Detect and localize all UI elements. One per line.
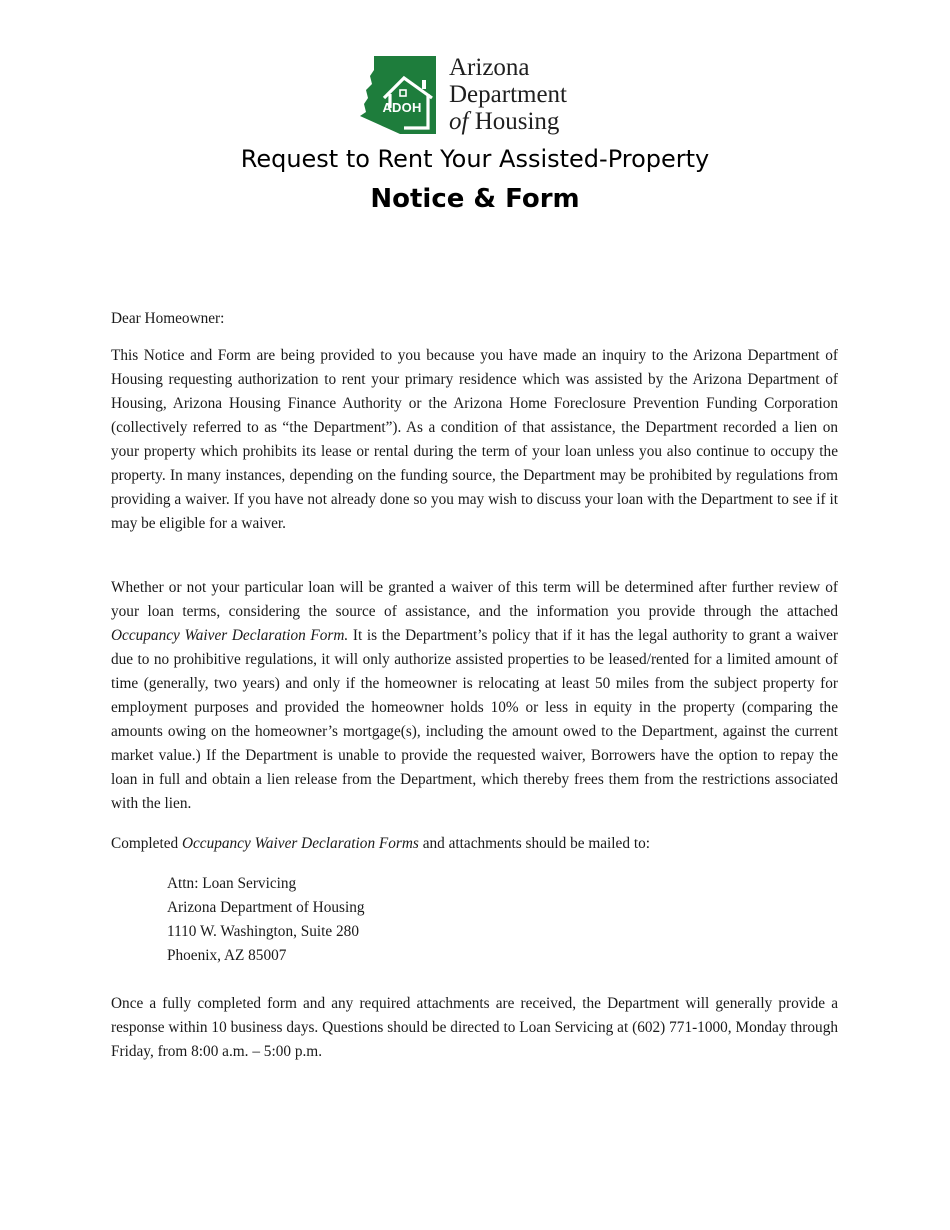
greeting: Dear Homeowner:	[111, 310, 225, 327]
address-line: 1110 W. Washington, Suite 280	[167, 923, 359, 940]
form-name-reference: Occupancy Waiver Declaration Forms	[181, 835, 419, 852]
address-line: Attn: Loan Servicing	[167, 875, 297, 892]
mailing-address	[167, 872, 365, 968]
paragraph-waiver-policy: Whether or not your particular loan will be granted a waiver of this term will be determined after further review of your loan terms, considering the source of assistance, and the information you provide through the attached Occupancy Waiver Declaration Form. It is the Department’s policy that if it has the legal authority to grant a waiver due to no prohibitive regulations, it will only authorize assisted properties to be leased/rented for a limited amount of time (generally, two years) and only if the homeowner is relocating at least 50 miles from the subject property for employment purposes and provided the homeowner holds 10% or less in equity in the property (comparing the amounts owing on the homeowner’s mortgage(s), including the amount owed to the Department, against the current market value.) If the Department is unable to provide the requested waiver, Borrowers have the option to repay the loan in full and obtain a lien release from the Department, which thereby frees them from the restrictions associated with the lien.	[111, 579, 838, 812]
arizona-state-house-icon	[360, 54, 440, 138]
logo-wordmark	[449, 54, 567, 135]
logo-line-department: Department	[449, 81, 568, 108]
document-subtitle: Request to Rent Your Assisted-Property	[240, 145, 710, 173]
paragraph-response-contact: Once a fully completed form and any required attachments are received, the Department will generally provide a response within 10 business days. Questions should be directed to Loan Servicing at (602) 771-1000, Monday through Friday, from 8:00 a.m. – 5:00 p.m.	[111, 995, 838, 1060]
address-line: Arizona Department of Housing	[167, 899, 365, 916]
logo-line-arizona: Arizona	[449, 54, 530, 81]
paragraph-mailing-instructions: Completed Occupancy Waiver Declaration Forms and attachments should be mailed to:	[111, 835, 650, 852]
paragraph-inquiry: This Notice and Form are being provided to you because you have made an inquiry to the Arizona Department of Housing requesting authorization to rent your primary residence which was assisted by the Arizona Department of Housing, Arizona Housing Finance Authority or the Arizona Home Foreclosure Prevention Funding Corporation (collectively referred to as “the Department”). As a condition of that assistance, the Department recorded a lien on your property which prohibits its lease or rental during the term of your loan unless you also continue to occupy the property. In many instances, depending on the funding source, the Department may be prohibited by regulations from providing a waiver. If you have not already done so you may wish to discuss your loan with the Department to see if it may be eligible for a waiver.	[111, 347, 838, 532]
address-line: Phoenix, AZ 85007	[167, 947, 287, 964]
document-title: Notice & Form	[370, 184, 580, 214]
form-name-reference: Occupancy Waiver Declaration Form.	[111, 627, 349, 644]
adoh-logo	[360, 54, 600, 140]
logo-line-housing: of Housing	[449, 108, 560, 135]
logo-abbreviation: ADOH	[382, 100, 422, 115]
